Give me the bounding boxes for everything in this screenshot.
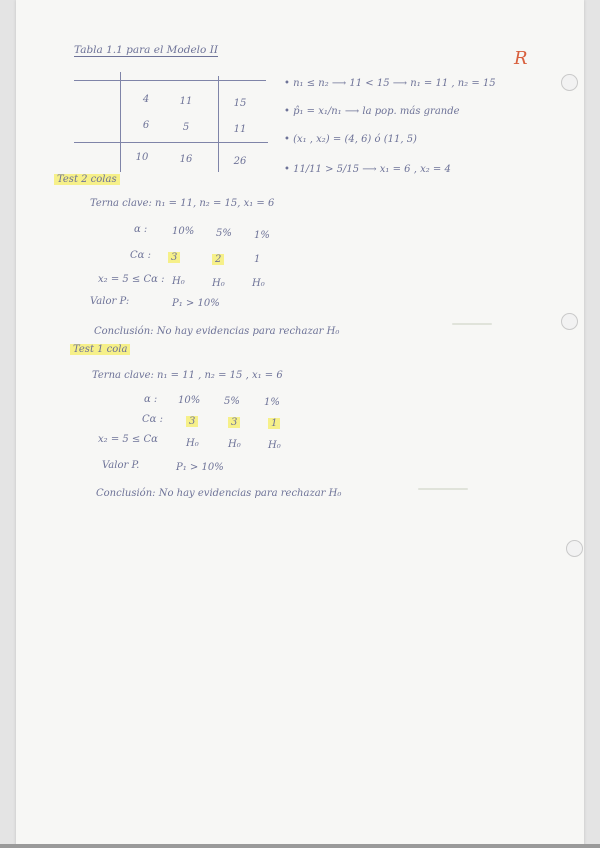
critical-value: 3: [168, 252, 180, 263]
table-cell: 6: [142, 120, 150, 131]
alpha-value: 1%: [254, 230, 270, 241]
decision-label: x₂ = 5 ≤ Cα :: [98, 274, 165, 285]
section-heading: Test 2 colas: [54, 174, 120, 185]
alpha-value: 10%: [178, 395, 201, 406]
note-line: • p̂₁ = x₁/n₁ ⟶ la pop. más grande: [284, 106, 460, 117]
show-through-mark: [418, 488, 468, 490]
table-cell: 11: [179, 96, 193, 107]
table-vertical-line: [218, 76, 219, 172]
decision-value: H₀: [252, 278, 265, 289]
decision-label: x₂ = 5 ≤ Cα: [98, 434, 158, 445]
alpha-value: 10%: [172, 226, 195, 237]
table-cell: 5: [182, 122, 190, 133]
table-total-line: [74, 142, 268, 143]
note-line: • n₁ ≤ n₂ ⟶ 11 < 15 ⟶ n₁ = 11 , n₂ = 15: [284, 78, 496, 89]
table-cell: 26: [233, 156, 247, 167]
pvalue-value: P₁ > 10%: [172, 298, 220, 309]
pvalue-value: P₁ > 10%: [176, 462, 224, 473]
table-vertical-line: [120, 72, 121, 172]
pvalue-label: Valor P.: [102, 460, 140, 471]
critical-value: 1: [254, 254, 261, 265]
alpha-label: α :: [134, 224, 148, 235]
scan-edge: [0, 844, 600, 848]
alpha-label: α :: [144, 394, 158, 405]
pvalue-label: Valor P:: [90, 296, 130, 307]
table-cell: 16: [179, 154, 193, 165]
critical-label: Cα :: [142, 414, 163, 425]
table-cell: 15: [233, 98, 247, 109]
table-title: Tabla 1.1 para el Modelo II: [74, 44, 218, 56]
table-top-line: [74, 80, 266, 81]
terna-clave: Terna clave: n₁ = 11, n₂ = 15, x₁ = 6: [90, 198, 275, 209]
alpha-value: 1%: [264, 397, 280, 408]
decision-value: H₀: [212, 278, 225, 289]
note-line: • (x₁ , x₂) = (4, 6) ó (11, 5): [284, 134, 417, 145]
decision-value: H₀: [268, 440, 281, 451]
decision-value: H₀: [228, 439, 241, 450]
critical-label: Cα :: [130, 250, 151, 261]
table-cell: 10: [135, 152, 149, 163]
alpha-value: 5%: [224, 396, 240, 407]
table-cell: 4: [142, 94, 150, 105]
punch-hole: [561, 74, 578, 91]
grade-mark: R: [514, 48, 528, 69]
critical-value: 3: [186, 416, 198, 427]
table-cell: 11: [233, 124, 247, 135]
show-through-mark: [452, 323, 492, 325]
conclusion-text: Conclusión: No hay evidencias para rechazar H₀: [94, 326, 340, 337]
critical-value: 1: [268, 418, 280, 429]
terna-clave: Terna clave: n₁ = 11 , n₂ = 15 , x₁ = 6: [92, 370, 283, 381]
punch-hole: [561, 313, 578, 330]
critical-value: 2: [212, 254, 224, 265]
decision-value: H₀: [186, 438, 199, 449]
alpha-value: 5%: [216, 228, 232, 239]
decision-value: H₀: [172, 276, 185, 287]
notebook-page: [16, 0, 584, 848]
note-line: • 11/11 > 5/15 ⟶ x₁ = 6 , x₂ = 4: [284, 164, 451, 175]
critical-value: 3: [228, 417, 240, 428]
punch-hole: [566, 540, 583, 557]
conclusion-text: Conclusión: No hay evidencias para rechazar H₀: [96, 488, 342, 499]
section-heading: Test 1 cola: [70, 344, 130, 355]
